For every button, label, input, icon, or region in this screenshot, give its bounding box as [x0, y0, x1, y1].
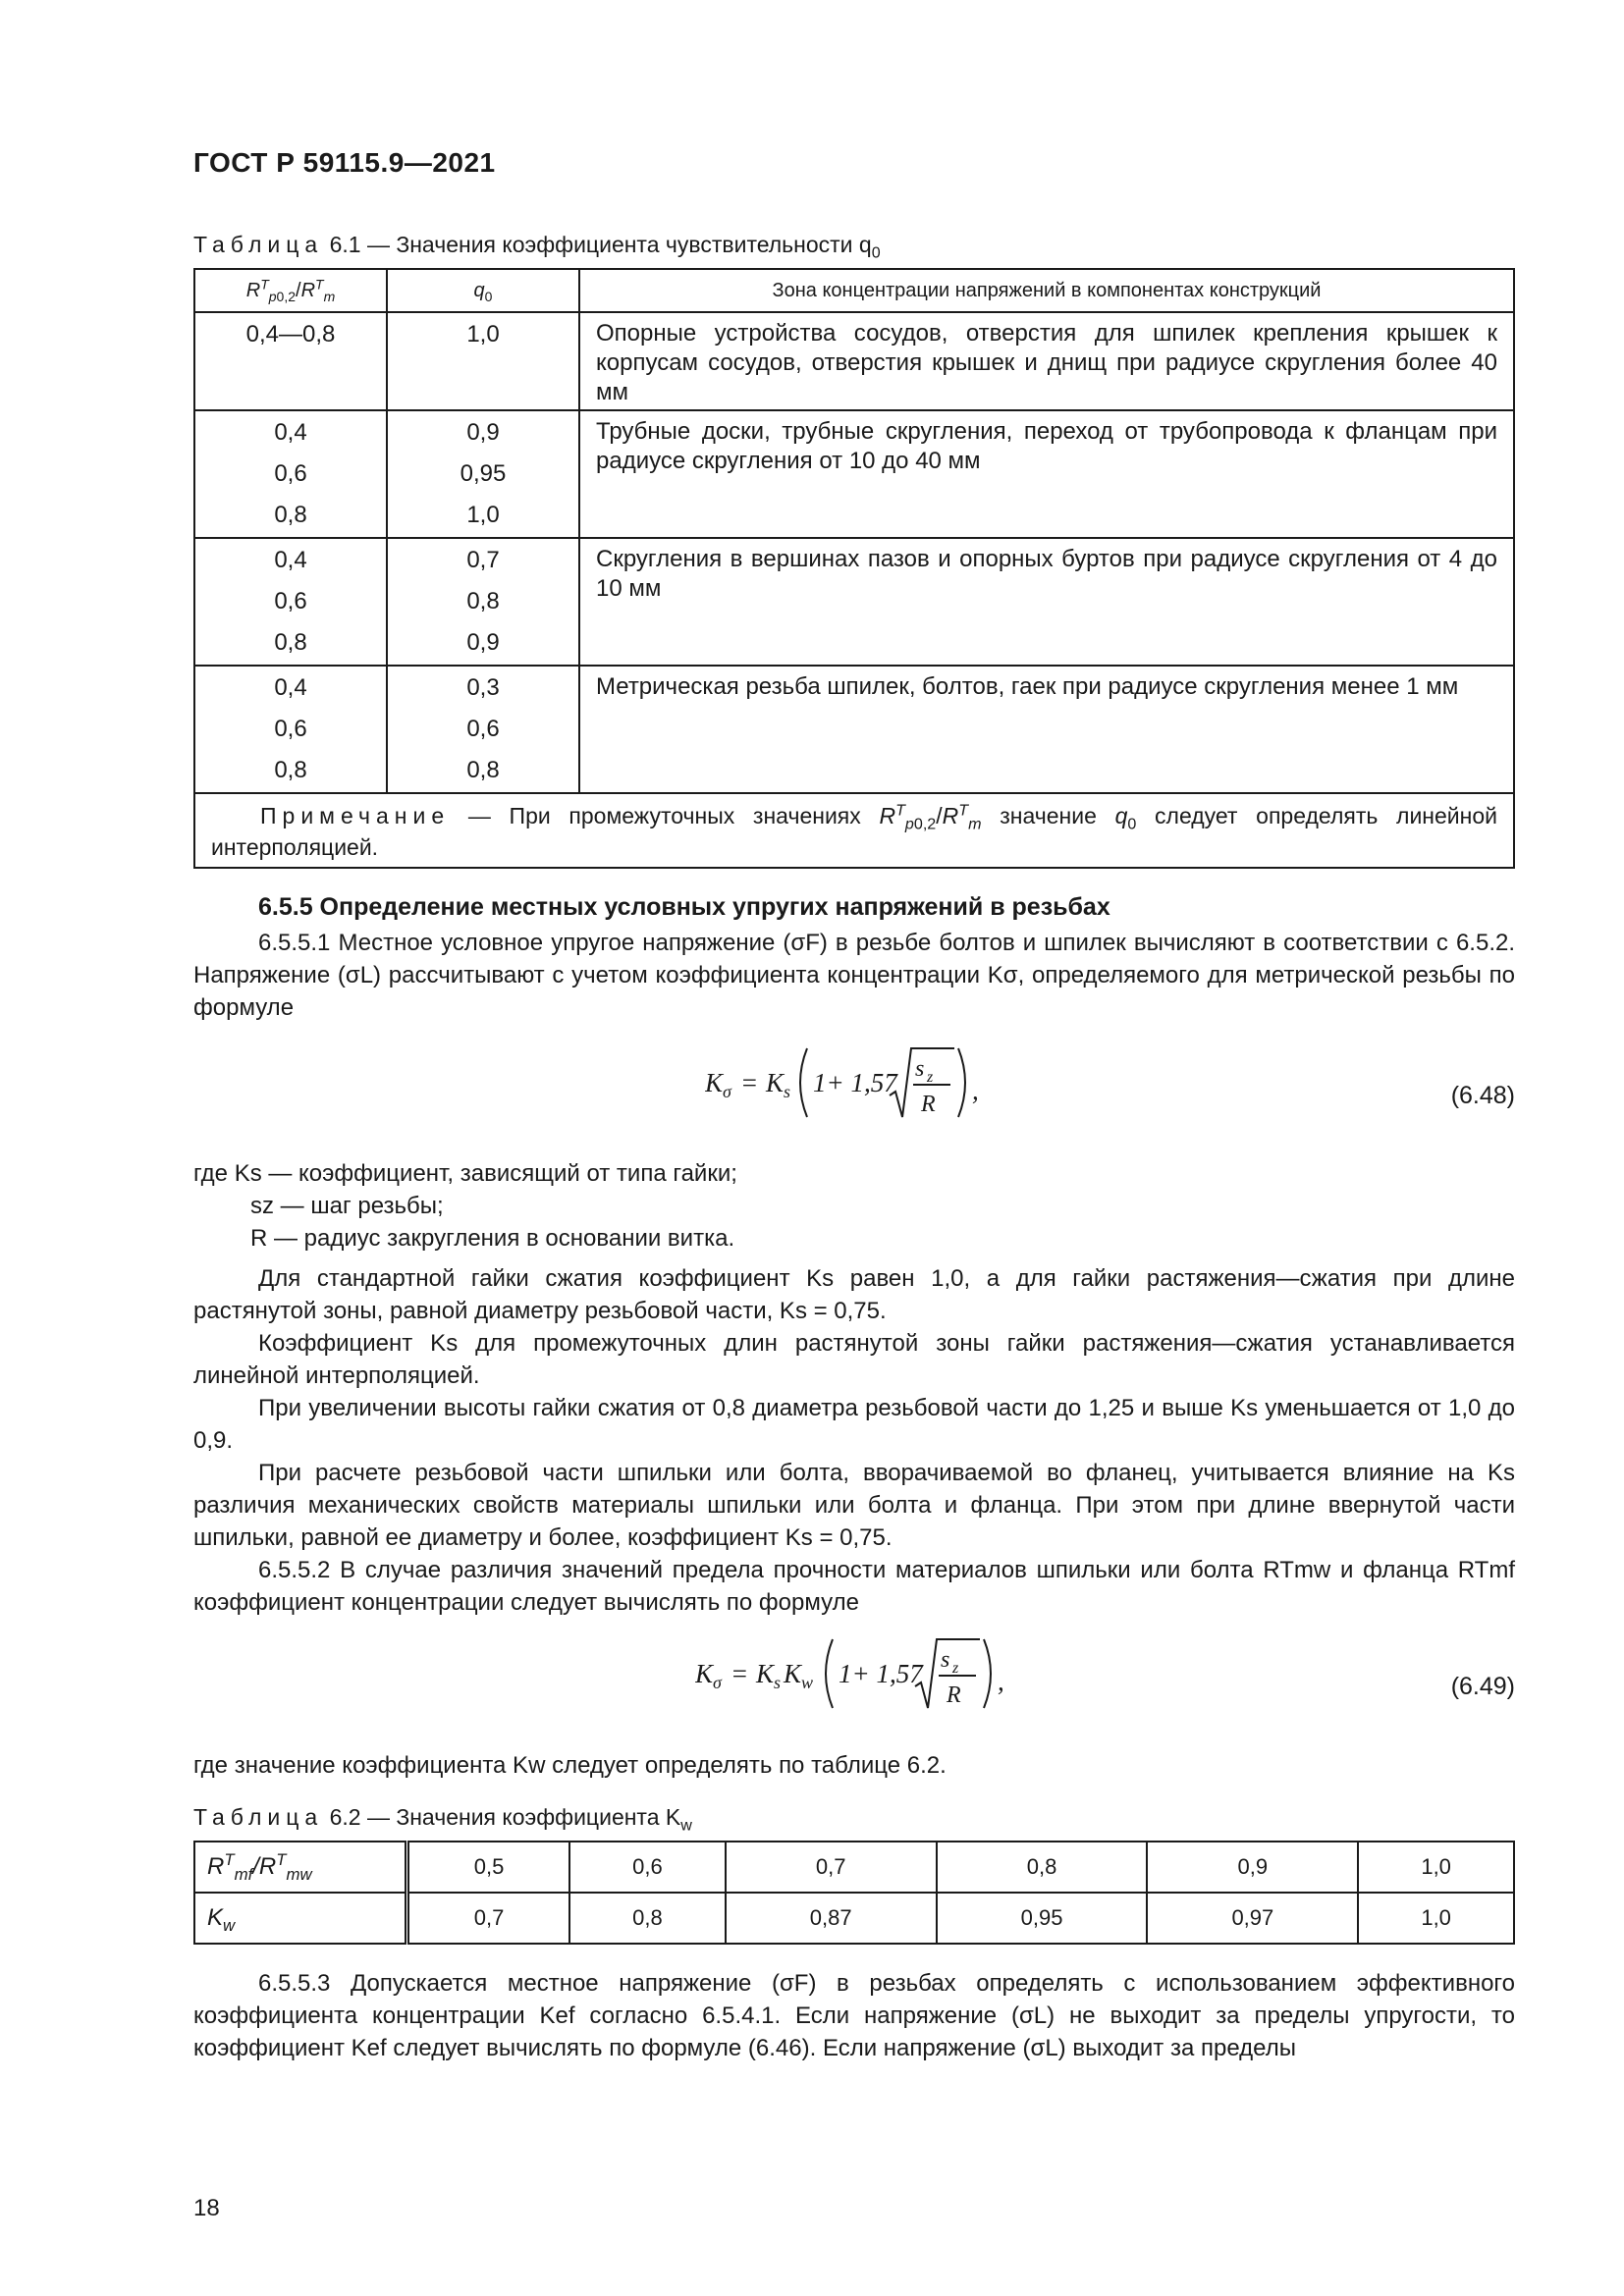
table2-cell: 0,7 [726, 1842, 937, 1893]
paragraph-6-5-5-1: 6.5.5.1 Местное условное упругое напряжение (σF) в резьбе болтов и шпилек вычисляют в соответствии с 6.5.2. Напряжение (σL) рассчитывают с учетом коэффициента концентрации Kσ, определяемого для метрической резьбы по формуле [193, 930, 1515, 1021]
svg-text:z: z [952, 1660, 959, 1677]
where-r: R — радиус закругления в основании витка. [250, 1225, 735, 1252]
table-row [194, 538, 1514, 666]
paragraph-ks-flange: При расчете резьбовой части шпильки или болта, вворачиваемой во фланец, учитывается влияние на Ks различия механических свойств материалы шпильки или болта и фланца. При этом при длине ввернутой части шпильки, равной ее диаметру и более, коэффициент Ks = 0,75. [193, 1460, 1515, 1551]
standard-designation: ГОСТ Р 59115.9—2021 [193, 147, 496, 178]
table1-caption-sub: 0 [871, 243, 881, 262]
svg-text:,: , [972, 1076, 979, 1105]
section-heading: 6.5.5 Определение местных условных упругих напряжений в резьбах [258, 893, 1110, 921]
table1-caption-text: 6.1 — Значения коэффициента чувствительности q [329, 232, 872, 257]
ratio-cell: 0,4 0,6 0,8 [194, 666, 387, 793]
zone-cell: Скругления в вершинах пазов и опорных буртов при радиусе скругления от 4 до 10 мм [579, 538, 1514, 666]
svg-text:σ: σ [723, 1082, 731, 1101]
zone-cell: Опорные устройства сосудов, отверстия для шпилек крепления крышек к корпусам сосудов, отверстия крышек и днищ при радиусе скругления более 40 мм [579, 312, 1514, 410]
table-row [194, 666, 1514, 793]
formula-6-48 [705, 1041, 990, 1132]
formula-6-49-graphic [695, 1631, 1029, 1716]
svg-text:s: s [941, 1647, 950, 1673]
paragraph-ks-interpolation: Коэффициент Ks для промежуточных длин растянутой зоны гайки растяжения—сжатия устанавливается линейной интерполяцией. [193, 1330, 1515, 1389]
ratio-cell: 0,4—0,8 [194, 312, 387, 410]
table2-cell: 0,8 [937, 1842, 1148, 1893]
svg-text:z: z [927, 1069, 934, 1086]
svg-text:s: s [774, 1673, 782, 1692]
formula-6-49-number: (6.49) [1450, 1673, 1515, 1700]
svg-text:K: K [766, 1068, 785, 1097]
q0-cell: 0,3 0,6 0,8 [387, 666, 579, 793]
q0-cell: 0,7 0,8 0,9 [387, 538, 579, 666]
table-row [194, 312, 1514, 410]
q0-cell: 1,0 [387, 312, 579, 410]
table2-cell: 1,0 [1358, 1893, 1514, 1944]
paragraph-kw-ref: где значение коэффициента Kw следует определять по таблице 6.2. [193, 1752, 947, 1779]
svg-text:R: R [947, 1682, 961, 1708]
table1-caption-word: Таблица [193, 232, 324, 257]
paragraph-ks-standard: Для стандартной гайки сжатия коэффициент Ks равен 1,0, а для гайки растяжения—сжатия при длине растянутой зоны, равной диаметру резьбовой части, Ks = 0,75. [193, 1265, 1515, 1324]
svg-text:σ: σ [713, 1673, 722, 1692]
svg-text:=: = [740, 1068, 759, 1097]
svg-text:R: R [921, 1092, 936, 1117]
paragraph-6-5-5-3: 6.5.5.3 Допускается местное напряжение (σF) в резьбах определять с использованием эффективного коэффициента концентрации Kef согласно 6.5.4.1. Если напряжение (σL) не выходит за пределы упругости, то коэффициент Kef следует вычислять по формуле (6.46). Если напряжение (σL) выходит за пределы [193, 1970, 1515, 2061]
table-6-1 [193, 268, 1515, 869]
table2-kw-label: $K_w$ [194, 1893, 407, 1944]
svg-text:,: , [998, 1667, 1004, 1696]
q0-cell: 0,9 0,95 1,0 [387, 410, 579, 538]
svg-text:K: K [705, 1068, 724, 1097]
note-label: Примечание [260, 803, 451, 828]
table2-ratio-row [194, 1842, 1514, 1893]
svg-text:K: K [756, 1659, 775, 1688]
svg-text:s: s [915, 1056, 925, 1082]
svg-text:w: w [801, 1673, 814, 1692]
table2-cell: 0,9 [1147, 1842, 1358, 1893]
svg-text:1+ 1,57: 1+ 1,57 [839, 1659, 923, 1688]
zone-cell: Трубные доски, трубные скругления, переход от трубопровода к фланцам при радиусе скругления от 10 до 40 мм [579, 410, 1514, 538]
ratio-cell: 0,4 0,6 0,8 [194, 538, 387, 666]
formula-6-48-graphic [705, 1041, 990, 1125]
table2-caption-sub: w [680, 1816, 692, 1835]
table1-col-ratio: $R^T_{p0,2}/R^T_m$ [194, 269, 387, 312]
page-number: 18 [193, 2195, 220, 2221]
table2-cell: 0,8 [569, 1893, 726, 1944]
table2-cell: 0,97 [1147, 1893, 1358, 1944]
svg-text:K: K [695, 1659, 714, 1688]
table-6-2 [193, 1841, 1515, 1945]
table2-cell: 0,95 [937, 1893, 1148, 1944]
table1-col-zone: Зона концентрации напряжений в компонентах конструкций [579, 269, 1514, 312]
paragraph-6-5-5-2: 6.5.5.2 В случае различия значений предела прочности материалов шпильки или болта RTmw и фланца RTmf коэффициент концентрации следует вычислять по формуле [193, 1557, 1515, 1616]
table2-ratio-label: $R^T_{mf}/R^T_{mw}$ [194, 1842, 407, 1893]
table2-cell: 0,87 [726, 1893, 937, 1944]
svg-text:K: K [784, 1659, 802, 1688]
table2-cell: 1,0 [1358, 1842, 1514, 1893]
table2-cell: 0,7 [407, 1893, 570, 1944]
table1-note-row [194, 793, 1514, 868]
table2-caption-word: Таблица [193, 1804, 324, 1830]
svg-text:1+ 1,57: 1+ 1,57 [813, 1068, 897, 1097]
where-ks: где Ks — коэффициент, зависящий от типа гайки; [193, 1160, 737, 1187]
table1-caption [193, 232, 881, 262]
table2-caption [193, 1804, 692, 1835]
table2-cell: 0,5 [407, 1842, 570, 1893]
paragraph-ks-height: При увеличении высоты гайки сжатия от 0,8 диаметра резьбовой части до 1,25 и выше Ks уменьшается от 1,0 до 0,9. [193, 1395, 1515, 1454]
table2-kw-row [194, 1893, 1514, 1944]
formula-6-49 [695, 1631, 1029, 1723]
where-sz: sz — шаг резьбы; [250, 1193, 444, 1219]
formula-6-48-number: (6.48) [1450, 1082, 1515, 1109]
svg-text:=: = [731, 1659, 749, 1688]
zone-cell: Метрическая резьба шпилек, болтов, гаек при радиусе скругления менее 1 мм [579, 666, 1514, 793]
table2-cell: 0,6 [569, 1842, 726, 1893]
table1-header-row [194, 269, 1514, 312]
ratio-cell: 0,4 0,6 0,8 [194, 410, 387, 538]
svg-text:s: s [784, 1082, 791, 1101]
table-row [194, 410, 1514, 538]
table2-caption-text: 6.2 — Значения коэффициента K [329, 1804, 681, 1830]
table1-col-q0: $q_0$ [387, 269, 579, 312]
table1-note: Примечание — При промежуточных значениях $R^T_{p0,2}/R^T_m$ значение $q_0$ следует определять линейной интерполяцией. [194, 793, 1514, 868]
